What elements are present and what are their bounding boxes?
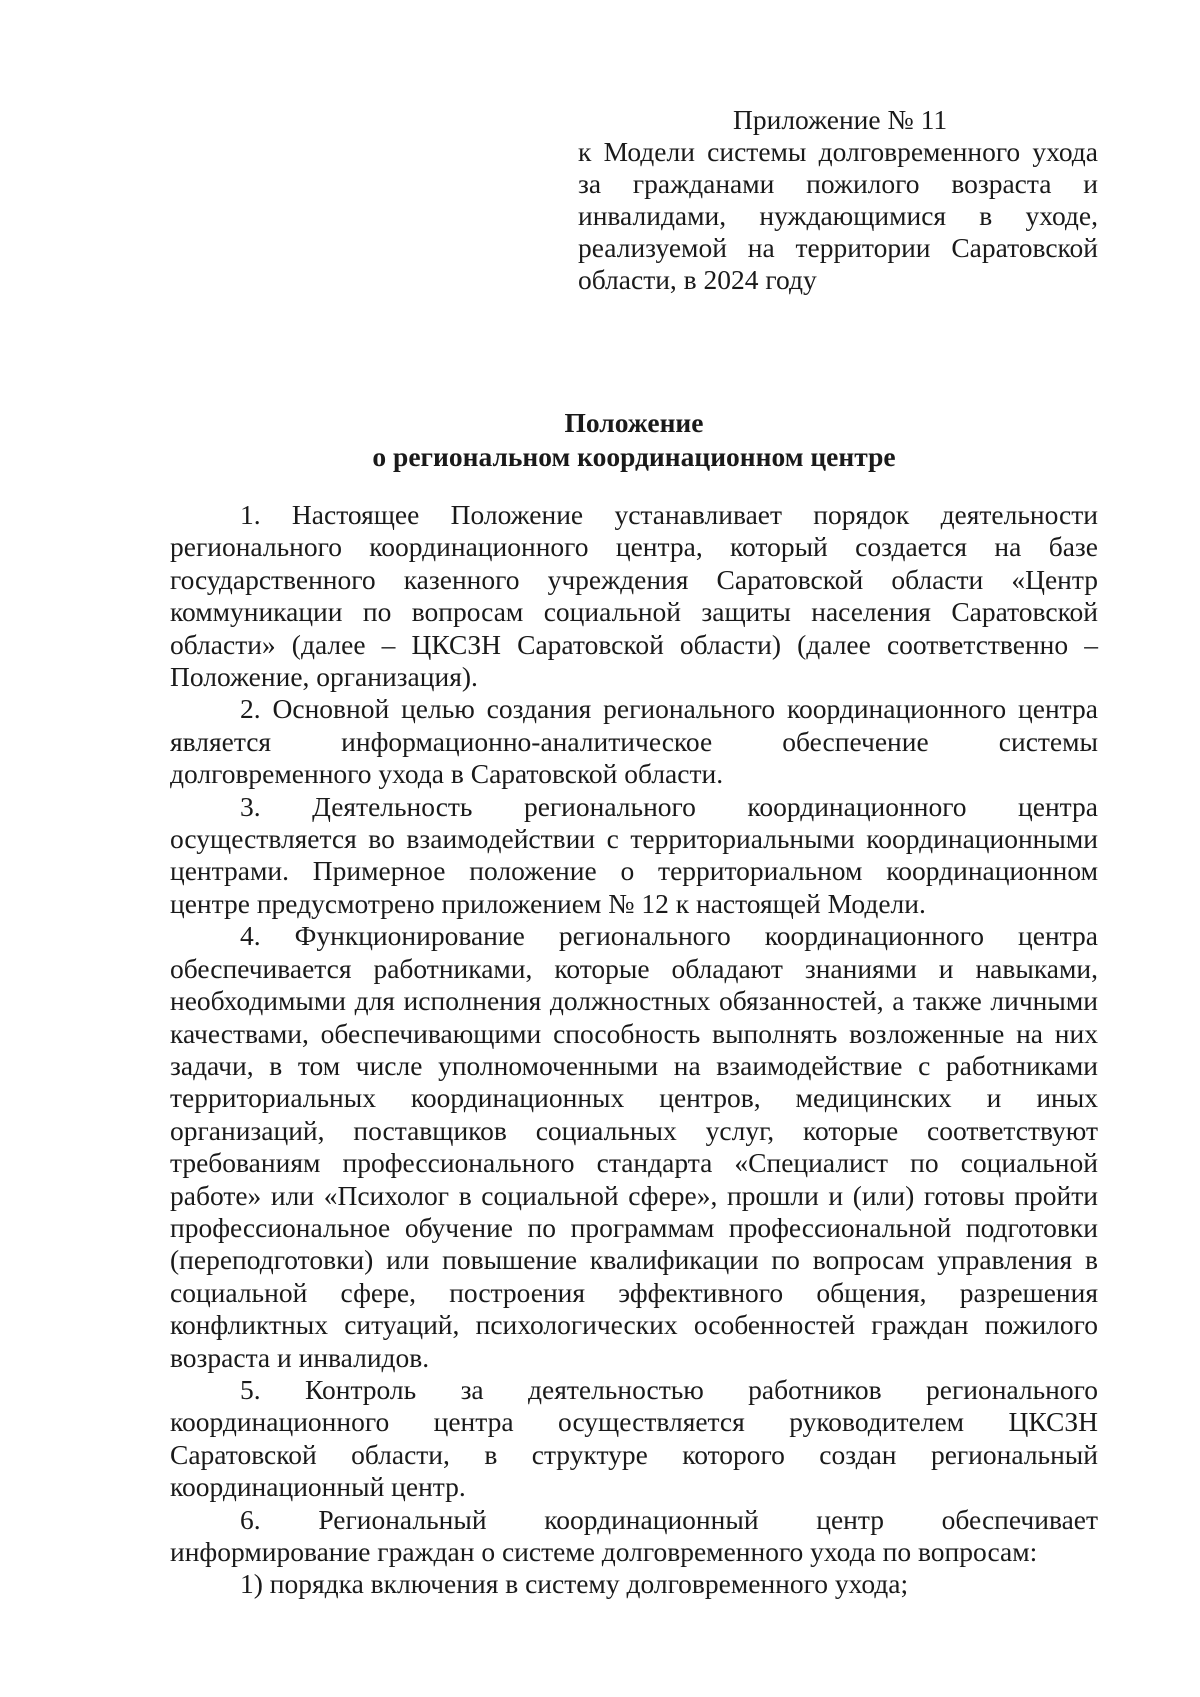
heading-line-2: о региональном координационном центре xyxy=(372,441,896,472)
document-heading xyxy=(170,406,1098,474)
paragraph-5: 5. Контроль за деятельностью работников регионального координационного центра осуществляется руководителем ЦКСЗН Саратовской области, в структуре которого создан региональный координационный центр. xyxy=(170,1373,1098,1503)
paragraph-3: 3. Деятельность регионального координационного центра осуществляется во взаимодействии с территориальными координационными центрами. Примерное положение о территориальном координационном центре предусмотрено приложением № 12 к настоящей Модели. xyxy=(170,790,1098,919)
document-body xyxy=(170,499,1098,1601)
paragraph-4: 4. Функционирование регионального координационного центра обеспечивается работниками, которые обладают знаниями и навыками, необходимыми для исполнения должностных обязанностей, а также личными качествами, обеспечивающими способность выполнять возложенные на них задачи, в том числе уполномоченными на взаимодействие с работниками территориальных координационных центров, медицинских и иных организаций, поставщиков социальных услуг, которые соответствуют требованиям профессионального стандарта «Специалист по социальной работе» или «Психолог в социальной сфере», прошли и (или) готовы пройти профессиональное обучение по программам профессиональной подготовки (переподготовки) или повышение квалификации по вопросам управления в социальной сфере, построения эффективного общения, разрешения конфликтных ситуаций, психологических особенностей граждан пожилого возраста и инвалидов. xyxy=(170,920,1098,1373)
paragraph-2: 2. Основной целью создания регионального координационного центра является информационно-аналитическое обеспечение системы долговременного ухода в Саратовской области. xyxy=(170,693,1098,790)
list-item-1: 1) порядка включения в систему долговременного ухода; xyxy=(240,1568,909,1600)
appendix-body: к Модели системы долговременного ухода за гражданами пожилого возраста и инвалидами, нуждающимися в уходе, реализуемой на территории Саратовской области, в 2024 году xyxy=(578,136,1098,295)
paragraph-6: 6. Региональный координационный центр обеспечивает информирование граждан о системе долговременного ухода по вопросам: xyxy=(170,1503,1098,1567)
appendix-note xyxy=(578,104,1098,296)
paragraph-1: 1. Настоящее Положение устанавливает порядок деятельности регионального координационного центра, который создается на базе государственного казенного учреждения Саратовской области «Центр коммуникации по вопросам социальной защиты населения Саратовской области» (далее – ЦКСЗН Саратовской области) (далее соответственно – Положение, организация). xyxy=(170,499,1098,693)
appendix-title: Приложение № 11 xyxy=(733,104,948,135)
heading-line-1: Положение xyxy=(564,407,704,438)
